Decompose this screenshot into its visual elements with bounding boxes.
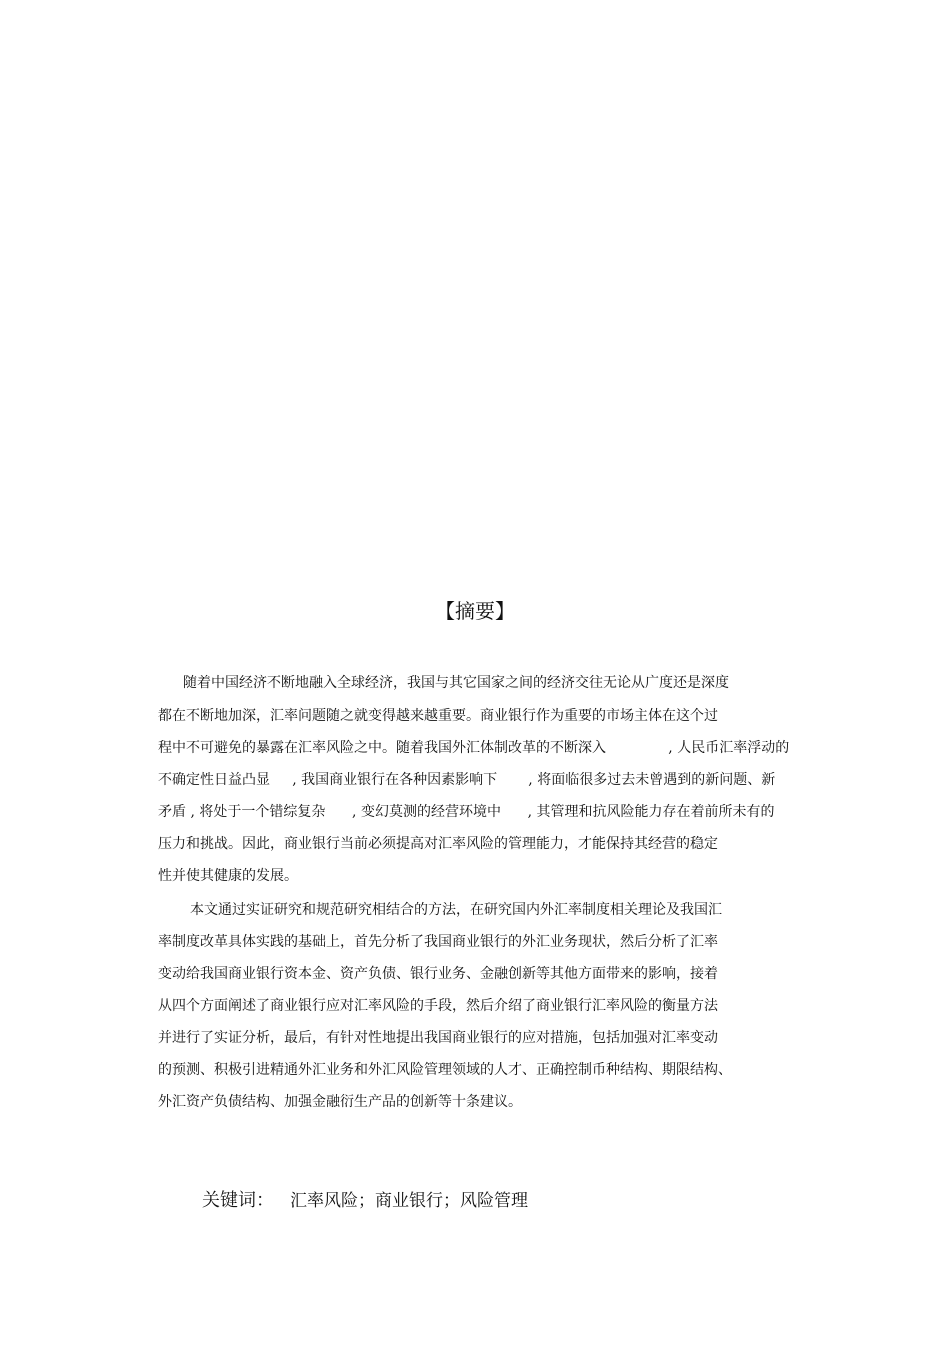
paragraph-1-line-1: 随着中国经济不断地融入全球经济，我国与其它国家之间的经济交往无论从广度还是深度: [183, 675, 729, 691]
paragraph-2-line-2: 率制度改革具体实践的基础上，首先分析了我国商业银行的外汇业务现状，然后分析了汇率: [158, 934, 718, 950]
paragraph-1-line-5: 矛盾 , 将处于一个错综复杂 , 变幻莫测的经营环境中 , 其管理和抗风险能力存在着前所未有的: [158, 804, 775, 820]
paragraph-1-line-6: 压力和挑战。因此，商业银行当前必须提高对汇率风险的管理能力，才能保持其经营的稳定: [158, 836, 718, 852]
paragraph-1-line-7: 性并使其健康的发展。: [158, 868, 298, 884]
paragraph-1-line-4: 不确定性日益凸显 , 我国商业银行在各种因素影响下 , 将面临很多过去未曾遇到的新问题、新: [158, 772, 776, 788]
paragraph-2-line-3: 变动给我国商业银行资本金、资产负债、银行业务、金融创新等其他方面带来的影响，接着: [158, 966, 718, 982]
keywords-label: 关键词：: [202, 1190, 274, 1211]
keywords-row: [202, 1188, 528, 1214]
paragraph-2-line-7: 外汇资产负债结构、加强金融衍生产品的创新等十条建议。: [158, 1094, 522, 1110]
abstract-heading: 【摘要】: [435, 599, 515, 623]
paragraph-2-line-4: 从四个方面阐述了商业银行应对汇率风险的手段，然后介绍了商业银行汇率风险的衡量方法: [158, 998, 718, 1014]
paragraph-2-line-1: 本文通过实证研究和规范研究相结合的方法，在研究国内外汇率制度相关理论及我国汇: [190, 902, 722, 918]
paragraph-2-line-5: 并进行了实证分析，最后，有针对性地提出我国商业银行的应对措施，包括加强对汇率变动: [158, 1030, 718, 1046]
paragraph-1-line-3: 程中不可避免的暴露在汇率风险之中。随着我国外汇体制改革的不断深入 , 人民币汇率浮动的: [158, 740, 790, 756]
keywords-text: 汇率风险；商业银行；风险管理: [290, 1191, 528, 1211]
paragraph-1-line-2: 都在不断地加深，汇率问题随之就变得越来越重要。商业银行作为重要的市场主体在这个过: [158, 708, 718, 724]
paragraph-2-line-6: 的预测、积极引进精通外汇业务和外汇风险管理领域的人才、正确控制币种结构、期限结构、: [158, 1062, 732, 1078]
